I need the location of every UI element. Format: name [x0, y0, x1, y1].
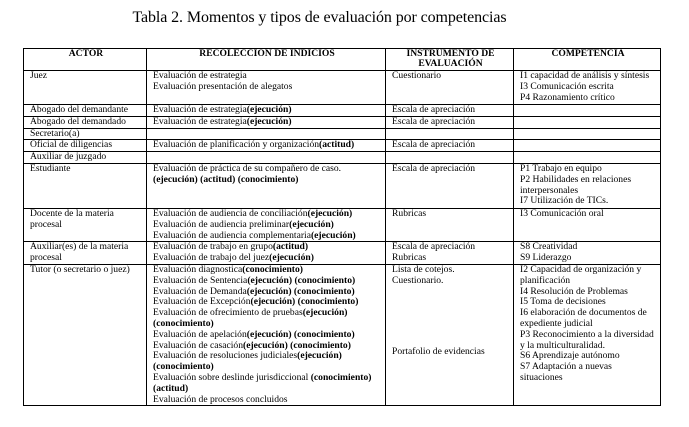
indicios-cell: [147, 152, 386, 164]
indicio-tags: (ejecución) (conocimiento): [246, 285, 355, 297]
evaluation-table: [23, 48, 661, 406]
actor-name: Abogado del demandado: [30, 115, 126, 127]
indicio-tags: (ejecución): [246, 104, 292, 115]
indicio-tags: (ejecución) (actitud) (conocimiento): [153, 173, 299, 185]
instrumento-item: Escala de apreciación: [392, 104, 476, 115]
indicio-item: [153, 253, 381, 264]
instrumento-item: Rubricas: [392, 207, 427, 219]
instrumento-item: Lista de cotejos.: [392, 263, 455, 275]
indicio-item: [153, 82, 381, 93]
indicio-text: Evaluación de estrategia: [153, 115, 247, 127]
instrumento-item: Escala de apreciación: [392, 162, 476, 174]
actor-cell: [24, 128, 147, 140]
table-title-text: Tabla 2. Momentos y tipos de evaluación por competencias: [132, 9, 507, 26]
indicios-cell: [147, 71, 386, 105]
actor-name: Tutor (o secretario o juez): [30, 263, 130, 275]
instrumento-item: Cuestionario: [392, 70, 442, 81]
competencia-item: I5 Toma de decisiones: [520, 296, 606, 308]
indicio-tags: (actitud): [319, 139, 355, 151]
actor-cell: [24, 105, 147, 117]
instrumento-item: Rubricas: [392, 252, 427, 264]
competencia-item: P4 Razonamiento crítico: [520, 91, 615, 103]
actor-name: Docente de la materia procesal: [30, 207, 114, 230]
indicio-text: Evaluación de casación: [153, 339, 244, 351]
indicio-text: Evaluación de planificación y organización: [153, 139, 320, 151]
header-row: [24, 49, 661, 71]
indicios-cell: [147, 140, 386, 152]
indicio-text: Evaluación sobre deslinde jurisdiccional: [153, 371, 311, 383]
competencia-cell: [514, 264, 661, 405]
instrumento-cell: [386, 208, 514, 241]
instrumento-cell: [386, 163, 514, 208]
instrumento-item: Escala de apreciación: [392, 241, 476, 253]
header-indicios: RECOLECCION DE INDICIOS: [147, 49, 386, 71]
header-actor: ACTOR: [24, 49, 147, 71]
competencia-item: I3 Comunicación escrita: [520, 80, 614, 92]
instrumento-cell: [386, 116, 514, 128]
instrumento-item: Escala de apreciación: [392, 139, 476, 151]
indicio-item: [153, 231, 381, 242]
actor-cell: [24, 152, 147, 164]
table-row: [24, 242, 661, 265]
indicio-tags: (conocimiento) (actitud): [153, 371, 372, 394]
competencia-item: S8 Creatividad: [520, 241, 578, 253]
header-instrumento: INSTRUMENTO DE EVALUACIÓN: [386, 49, 514, 71]
actor-name: Abogado del demandante: [30, 104, 129, 115]
competencia-cell: [514, 105, 661, 117]
indicio-tags: (ejecución): [310, 229, 356, 241]
indicio-text: Evaluación de trabajo en grupo: [153, 241, 273, 253]
table-row: [24, 105, 661, 117]
indicio-item: [153, 140, 381, 151]
indicio-item: [153, 308, 381, 330]
instrumento-item: Cuestionario.: [392, 274, 444, 286]
indicio-tags: (ejecución): [307, 207, 353, 219]
actor-cell: [24, 71, 147, 105]
indicios-cell: [147, 242, 386, 265]
table-row: [24, 116, 661, 128]
indicio-tags: (ejecución) (conocimiento): [250, 296, 359, 308]
indicio-text: Evaluación de ofrecimiento de pruebas: [153, 307, 303, 319]
indicio-tags: (ejecución) (conocimiento): [246, 328, 355, 340]
indicio-text: Evaluación de estrategia: [153, 104, 247, 115]
competencia-item: I2 Capacidad de organización y planificación: [520, 263, 642, 286]
indicio-text: Evaluación de Excepción: [153, 296, 251, 308]
indicio-text: Evaluación de Demanda: [153, 285, 247, 297]
instrumento-cell: [386, 140, 514, 152]
indicio-tags: (ejecución) (conocimiento): [153, 350, 342, 373]
indicio-item: [153, 105, 381, 116]
indicio-item: [153, 351, 381, 373]
indicio-text: Evaluación de audiencia complementaria: [153, 229, 311, 241]
indicio-text: Evaluación de audiencia de conciliación: [153, 207, 308, 219]
actor-name: Oficial de diligencias: [30, 139, 113, 151]
actor-cell: [24, 242, 147, 265]
header-competencia: COMPETENCIA: [514, 49, 661, 71]
indicio-item: [153, 395, 381, 406]
instrumento-cell: [386, 71, 514, 105]
competencia-item: P3 Reconocimiento a la diversidad y la multiculturalidad.: [520, 328, 654, 351]
table-row: [24, 264, 661, 405]
indicio-text: Evaluación de audiencia preliminar: [153, 218, 290, 230]
indicio-tags: (ejecución): [289, 218, 334, 230]
actor-name: Auxiliar de juzgado: [30, 151, 107, 163]
indicios-cell: [147, 105, 386, 117]
indicio-text: Evaluación de procesos concluidos: [153, 393, 288, 405]
competencia-item: P2 Habilidades en relaciones interpersonales: [520, 173, 632, 196]
indicio-text: Evaluación de resoluciones judiciales: [153, 350, 298, 362]
table-row: [24, 208, 661, 241]
indicio-tags: (actitud): [272, 241, 309, 253]
competencia-item: S6 Aprendizaje autónomo: [520, 350, 620, 362]
competencia-item: I1 capacidad de análisis y síntesis: [520, 70, 650, 81]
indicio-text: Evaluación de estrategia: [153, 70, 247, 81]
competencia-cell: [514, 163, 661, 208]
competencia-cell: [514, 116, 661, 128]
indicio-text: Evaluación de Sentencia: [153, 274, 248, 286]
indicio-text: Evaluación de trabajo del juez: [153, 252, 270, 264]
competencia-cell: [514, 208, 661, 241]
indicios-cell: [147, 116, 386, 128]
indicios-cell: [147, 128, 386, 140]
competencia-cell: [514, 242, 661, 265]
table-row: [24, 163, 661, 208]
competencia-item: I3 Comunicación oral: [520, 207, 604, 219]
indicio-tags: (ejecución) (conocimiento): [243, 339, 351, 351]
table-row: [24, 128, 661, 140]
actor-cell: [24, 116, 147, 128]
indicio-item: [153, 164, 381, 186]
instrumento-cell: [386, 105, 514, 117]
indicio-tags: (ejecución) (conocimiento): [153, 307, 348, 329]
indicio-item: [153, 373, 381, 395]
table-row: [24, 152, 661, 164]
indicio-text: Evaluación de apelación: [153, 328, 247, 340]
competencia-item: I4 Resolución de Problemas: [520, 285, 628, 297]
indicio-tags: (ejecución): [246, 115, 292, 127]
competencia-item: I6 elaboración de documentos de expediente judicial: [520, 307, 647, 329]
table-title: [0, 9, 689, 27]
indicio-text: Evaluación diagnostica: [153, 263, 243, 275]
indicios-cell: [147, 264, 386, 405]
actor-cell: [24, 163, 147, 208]
table-row: [24, 140, 661, 152]
actor-name: Auxiliar(es) de la materia procesal: [30, 241, 129, 264]
indicio-text: Evaluación presentación de alegatos: [153, 80, 293, 92]
indicio-text: Evaluación de práctica de su compañero de caso.: [153, 162, 342, 174]
competencia-item: S7 Adaptación a nuevas situaciones: [520, 361, 612, 383]
competencia-cell: [514, 128, 661, 140]
table-row: [24, 71, 661, 105]
actor-cell: [24, 208, 147, 241]
instrumento-item: Escala de apreciación: [392, 115, 476, 127]
actor-name: Juez: [30, 70, 48, 81]
actor-cell: [24, 140, 147, 152]
instrumento-cell: [386, 264, 514, 405]
competencia-cell: [514, 152, 661, 164]
indicios-cell: [147, 208, 386, 241]
indicio-tags: (ejecución) (conocimiento): [247, 274, 356, 286]
competencia-cell: [514, 71, 661, 105]
actor-name: Estudiante: [30, 162, 71, 174]
actor-name: Secretario(a): [30, 127, 80, 139]
competencia-cell: [514, 140, 661, 152]
instrumento-cell: [386, 128, 514, 140]
instrumento-cell: [386, 152, 514, 164]
competencia-item: P1 Trabajo en equipo: [520, 162, 602, 174]
instrumento-cell: [386, 242, 514, 265]
competencia-item: S9 Liderazgo: [520, 252, 572, 264]
competencia-item: I7 Utilización de TICs.: [520, 195, 609, 207]
actor-cell: [24, 264, 147, 405]
indicio-tags: (ejecución): [269, 252, 314, 264]
spacer: [392, 287, 509, 347]
indicio-item: [153, 117, 381, 128]
indicios-cell: [147, 163, 386, 208]
indicio-tags: (conocimiento): [242, 263, 303, 275]
instrumento-item: Portafolio de evidencias: [392, 345, 485, 357]
